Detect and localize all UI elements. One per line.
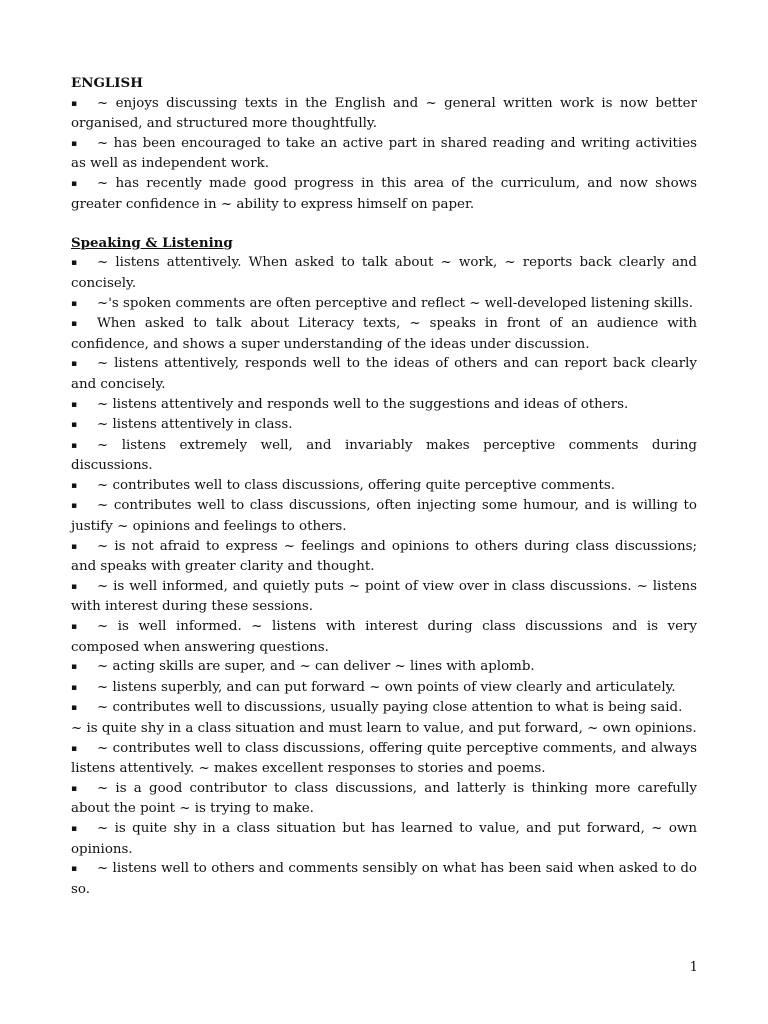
bullet-square-icon: ▪ (71, 298, 78, 309)
bullet-item (71, 657, 697, 678)
bullet-item-text: ~'s spoken comments are often perceptive and reflect ~ well-developed listening skills. (97, 295, 693, 311)
bullet-item (71, 739, 697, 779)
bullet-item-text: ~ contributes well to class discussions, offering quite perceptive comments, and always listens attentively. ~ makes excellent responses to stories and poems. (71, 740, 697, 777)
speaking-list-continued (71, 739, 697, 900)
bullet-item-text: ~ contributes well to discussions, usually paying close attention to what is being said. (97, 700, 683, 716)
bullet-item-text: ~ has recently made good progress in this area of the curriculum, and now shows greater confidence in ~ ability to express himself on paper. (71, 175, 697, 212)
bullet-item (71, 134, 697, 174)
bullet-item (71, 436, 697, 476)
bullet-item-text: ~ contributes well to class discussions, offering quite perceptive comments. (97, 477, 615, 493)
bullet-item-text: ~ listens attentively and responds well to the suggestions and ideas of others. (97, 396, 629, 412)
bullet-item-text: ~ is not afraid to express ~ feelings and opinions to others during class discussions; and speaks with greater clarity and thought. (71, 538, 697, 575)
bullet-square-icon: ▪ (71, 178, 78, 189)
bullet-square-icon: ▪ (71, 501, 78, 512)
speaking-list (71, 253, 697, 719)
bullet-square-icon: ▪ (71, 98, 78, 109)
bullet-item-text: ~ listens superbly, and can put forward ~ own points of view clearly and articulately. (97, 679, 676, 695)
heading-english: ENGLISH (71, 75, 143, 91)
bullet-item (71, 354, 697, 394)
bullet-item-text: ~ is well informed. ~ listens with interest during class discussions and is very composed when answering questions. (71, 619, 697, 655)
english-list (71, 94, 697, 215)
bullet-item-text: ~ contributes well to class discussions, often injecting some humour, and is willing to justify ~ opinions and feelings to others. (71, 498, 697, 535)
bullet-item (71, 678, 697, 699)
bullet-square-icon: ▪ (71, 662, 78, 673)
bullet-square-icon: ▪ (71, 399, 78, 410)
bullet-item (71, 94, 697, 134)
bullet-square-icon: ▪ (71, 480, 78, 491)
bullet-square-icon: ▪ (71, 420, 78, 431)
section-gap (71, 214, 697, 234)
bullet-item (71, 537, 697, 577)
bullet-item (71, 314, 697, 354)
bullet-item (71, 415, 697, 436)
bullet-item (71, 174, 697, 214)
bullet-item-text: ~ listens attentively in class. (97, 417, 293, 433)
bullet-item-text: ~ enjoys discussing texts in the English and ~ general written work is now better organised, and structured more thoughtfully. (71, 95, 697, 132)
bullet-item (71, 395, 697, 416)
bullet-item-text: ~ is a good contributor to class discussions, and latterly is thinking more carefully about the point ~ is trying to make. (71, 780, 697, 817)
document-body (71, 74, 697, 899)
bullet-square-icon: ▪ (71, 258, 78, 269)
bullet-item-text: ~ listens well to others and comments sensibly on what has been said when asked to do so. (71, 861, 697, 897)
bullet-square-icon: ▪ (71, 682, 78, 693)
bullet-item (71, 698, 697, 719)
bullet-square-icon: ▪ (71, 783, 78, 794)
bullet-item (71, 496, 697, 536)
bullet-square-icon: ▪ (71, 319, 78, 330)
bullet-square-icon: ▪ (71, 743, 78, 754)
bullet-square-icon: ▪ (71, 823, 78, 834)
page-number: 1 (689, 960, 698, 975)
bullet-item-text: ~ is quite shy in a class situation but has learned to value, and put forward, ~ own opinions. (71, 820, 697, 857)
bullet-item (71, 476, 697, 497)
bullet-square-icon: ▪ (71, 864, 78, 875)
bullet-item (71, 294, 697, 315)
bullet-item (71, 819, 697, 859)
bullet-square-icon: ▪ (71, 138, 78, 149)
bullet-item-text: ~ listens extremely well, and invariably makes perceptive comments during discussions. (71, 437, 697, 474)
bullet-item-text: ~ listens attentively, responds well to the ideas of others and can report back clearly and concisely. (71, 356, 697, 392)
bullet-item-text: ~ is well informed, and quietly puts ~ point of view over in class discussions. ~ listens with interest during these sessions. (71, 578, 697, 615)
bullet-item (71, 253, 697, 293)
bullet-item (71, 779, 697, 819)
bullet-square-icon: ▪ (71, 359, 78, 370)
bullet-item-text: ~ listens attentively. When asked to talk about ~ work, ~ reports back clearly and concisely. (71, 255, 697, 291)
bullet-square-icon: ▪ (71, 440, 78, 451)
bullet-item-text: ~ acting skills are super, and ~ can deliver ~ lines with aplomb. (97, 659, 535, 675)
bullet-square-icon: ▪ (71, 622, 78, 633)
section-title-speaking-listening: Speaking & Listening (71, 234, 233, 251)
bullet-item (71, 859, 697, 899)
bullet-item (71, 577, 697, 617)
bullet-item-text: When asked to talk about Literacy texts, ~ speaks in front of an audience with confidence, and shows a super understanding of the ideas under discussion. (71, 316, 697, 352)
bullet-square-icon: ▪ (71, 581, 78, 592)
bullet-item-text: ~ has been encouraged to take an active part in shared reading and writing activities as well as independent work. (71, 135, 697, 172)
bullet-square-icon: ▪ (71, 703, 78, 714)
plain-paragraph: ~ is quite shy in a class situation and must learn to value, and put forward, ~ own opinions. (71, 721, 697, 736)
bullet-square-icon: ▪ (71, 541, 78, 552)
bullet-item (71, 617, 697, 657)
